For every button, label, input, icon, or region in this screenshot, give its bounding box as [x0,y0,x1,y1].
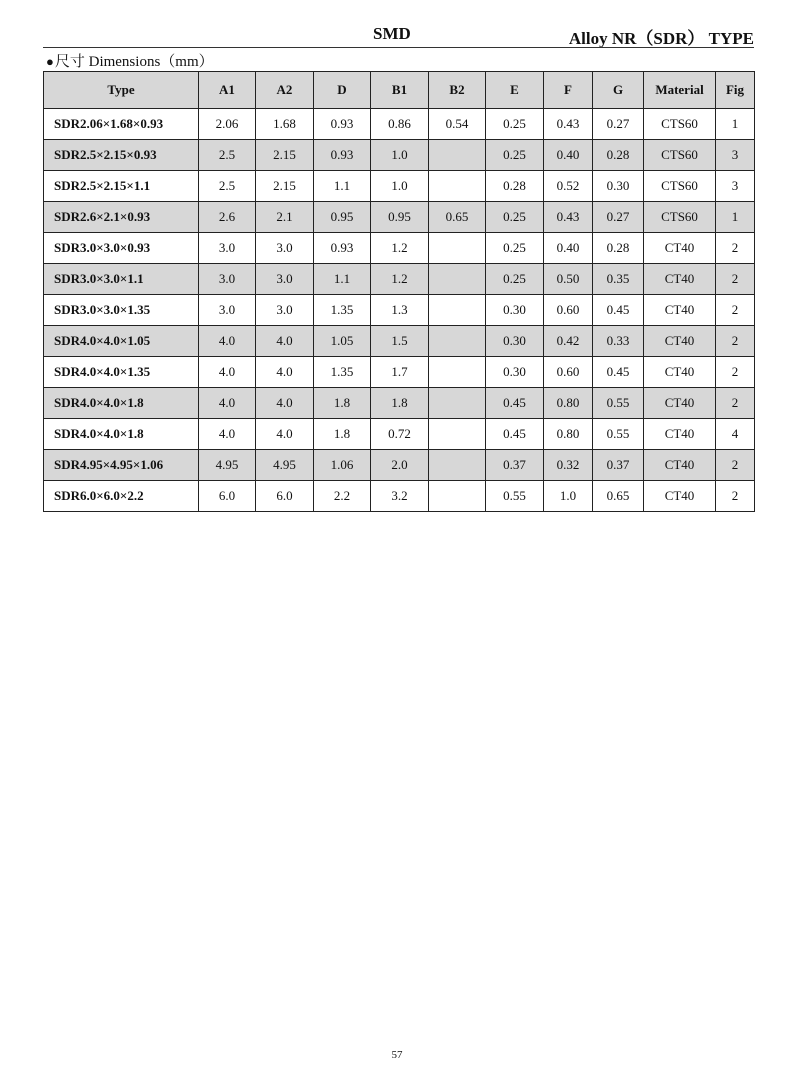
table-cell: 6.0 [199,481,256,512]
table-cell: CTS60 [644,171,716,202]
table-cell: 1 [716,202,755,233]
type-cell: SDR4.0×4.0×1.8 [44,419,199,450]
table-cell: 1.8 [314,419,371,450]
table-cell: 0.86 [371,109,429,140]
table-cell: 2.5 [199,140,256,171]
table-cell: 2 [716,388,755,419]
table-cell: 0.43 [544,109,593,140]
table-cell: 0.25 [486,264,544,295]
table-row [44,295,755,326]
column-header: A1 [199,72,256,109]
table-cell: CT40 [644,388,716,419]
table-cell [429,481,486,512]
dimensions-table [43,71,755,512]
table-cell: 0.42 [544,326,593,357]
table-cell: 0.30 [486,357,544,388]
table-cell: 0.30 [486,295,544,326]
table-cell: 2 [716,450,755,481]
column-header: B2 [429,72,486,109]
table-cell: 2 [716,357,755,388]
table-cell: 1.06 [314,450,371,481]
column-header: Material [644,72,716,109]
table-cell: 0.30 [593,171,644,202]
type-cell: SDR3.0×3.0×1.1 [44,264,199,295]
table-row [44,171,755,202]
type-cell: SDR3.0×3.0×0.93 [44,233,199,264]
table-cell: CT40 [644,419,716,450]
column-header: A2 [256,72,314,109]
table-row [44,264,755,295]
table-cell: 0.95 [314,202,371,233]
table-cell: 2 [716,326,755,357]
table-cell: 3 [716,140,755,171]
table-cell: 1.1 [314,264,371,295]
column-header: E [486,72,544,109]
table-cell: 0.33 [593,326,644,357]
table-cell: 0.45 [486,419,544,450]
type-cell: SDR2.5×2.15×1.1 [44,171,199,202]
table-cell: 2 [716,481,755,512]
page-header [43,22,754,46]
table-cell: 4.95 [256,450,314,481]
table-cell: 0.45 [593,295,644,326]
header-smd-label: SMD [373,24,411,43]
table-cell: 1.5 [371,326,429,357]
table-cell: 1.2 [371,264,429,295]
table-cell: 1 [716,109,755,140]
table-cell: 1.0 [544,481,593,512]
table-cell: 2 [716,233,755,264]
dimensions-heading-text: 尺寸 Dimensions（mm） [54,54,214,70]
column-header: Type [44,72,199,109]
table-cell: CT40 [644,481,716,512]
type-cell: SDR4.95×4.95×1.06 [44,450,199,481]
column-header: Fig [716,72,755,109]
table-cell [429,295,486,326]
table-cell: 2 [716,295,755,326]
table-cell: 0.45 [593,357,644,388]
table-cell [429,450,486,481]
table-cell: 1.3 [371,295,429,326]
table-cell: 0.25 [486,202,544,233]
table-row [44,233,755,264]
table-cell [429,264,486,295]
column-header: B1 [371,72,429,109]
table-cell: 0.60 [544,357,593,388]
table-cell: 0.65 [593,481,644,512]
table-cell: 2.0 [371,450,429,481]
table-row [44,109,755,140]
table-cell: 1.35 [314,295,371,326]
table-cell [429,419,486,450]
type-cell: SDR2.5×2.15×0.93 [44,140,199,171]
table-cell: 3.0 [199,264,256,295]
table-cell: 0.95 [371,202,429,233]
table-cell: 3 [716,171,755,202]
table-row [44,202,755,233]
table-cell: 0.55 [486,481,544,512]
table-cell: 0.55 [593,388,644,419]
table-cell: 0.25 [486,140,544,171]
table-cell: 4.0 [199,326,256,357]
table-cell: 1.8 [314,388,371,419]
header-divider [43,47,754,48]
type-cell: SDR4.0×4.0×1.05 [44,326,199,357]
column-header: F [544,72,593,109]
table-cell: 4.0 [199,419,256,450]
table-cell: CT40 [644,264,716,295]
table-cell: CTS60 [644,140,716,171]
table-cell: 0.27 [593,109,644,140]
column-header: G [593,72,644,109]
table-row [44,450,755,481]
table-cell: 0.25 [486,233,544,264]
table-cell: 1.35 [314,357,371,388]
table-cell: 2.15 [256,171,314,202]
table-cell: 2.06 [199,109,256,140]
table-cell: 0.50 [544,264,593,295]
table-cell: 0.37 [486,450,544,481]
table-cell: 0.80 [544,388,593,419]
table-cell: 2.1 [256,202,314,233]
table-cell: 0.43 [544,202,593,233]
table-cell [429,326,486,357]
table-cell: CTS60 [644,109,716,140]
table-cell: 0.72 [371,419,429,450]
table-cell: 2.15 [256,140,314,171]
table-cell: 3.0 [256,295,314,326]
table-cell: 0.28 [593,140,644,171]
table-cell: CTS60 [644,202,716,233]
table-cell: 0.80 [544,419,593,450]
table-cell: 4.0 [256,326,314,357]
page-number: 57 [391,1049,403,1061]
table-cell: 0.37 [593,450,644,481]
column-header: D [314,72,371,109]
table-cell: 2.2 [314,481,371,512]
table-row [44,357,755,388]
table-cell: 1.05 [314,326,371,357]
table-cell: 0.28 [486,171,544,202]
table-cell: 1.2 [371,233,429,264]
table-cell: 3.0 [199,233,256,264]
table-cell [429,357,486,388]
table-cell: 4.0 [199,388,256,419]
table-cell: 6.0 [256,481,314,512]
table-cell: 4.0 [256,357,314,388]
type-cell: SDR2.06×1.68×0.93 [44,109,199,140]
type-cell: SDR2.6×2.1×0.93 [44,202,199,233]
table-cell: 0.27 [593,202,644,233]
table-cell [429,233,486,264]
table-cell: 0.55 [593,419,644,450]
table-cell: 1.0 [371,140,429,171]
table-cell: 0.65 [429,202,486,233]
table-cell: 0.40 [544,140,593,171]
table-cell: 1.7 [371,357,429,388]
table-row [44,419,755,450]
table-cell: 0.30 [486,326,544,357]
table-cell: 1.8 [371,388,429,419]
table-cell: 0.93 [314,233,371,264]
table-cell: 4.0 [199,357,256,388]
table-cell: CT40 [644,326,716,357]
table-cell: 0.35 [593,264,644,295]
table-cell: 4.0 [256,419,314,450]
table-cell: 0.60 [544,295,593,326]
table-cell: 0.93 [314,109,371,140]
dimensions-heading [46,50,214,71]
table-cell: 2 [716,264,755,295]
table-cell: 0.52 [544,171,593,202]
table-cell: 1.68 [256,109,314,140]
table-cell [429,388,486,419]
table-cell: 0.40 [544,233,593,264]
table-cell: CT40 [644,295,716,326]
table-cell: 3.2 [371,481,429,512]
table-cell: 4.95 [199,450,256,481]
table-cell: CT40 [644,357,716,388]
type-cell: SDR4.0×4.0×1.35 [44,357,199,388]
type-cell: SDR3.0×3.0×1.35 [44,295,199,326]
table-cell: 1.0 [371,171,429,202]
table-cell: 3.0 [256,264,314,295]
table-cell [429,171,486,202]
table-row [44,481,755,512]
table-cell: 3.0 [256,233,314,264]
table-cell: 2.6 [199,202,256,233]
table-cell: 0.54 [429,109,486,140]
bullet-icon: ● [46,54,54,69]
table-cell: 0.93 [314,140,371,171]
table-row [44,140,755,171]
table-cell: 0.45 [486,388,544,419]
header-product-title: Alloy NR（SDR） TYPE [568,29,754,48]
table-cell: 2.5 [199,171,256,202]
table-cell: CT40 [644,233,716,264]
table-cell [429,140,486,171]
table-cell: 3.0 [199,295,256,326]
table-cell: 0.32 [544,450,593,481]
table-cell: CT40 [644,450,716,481]
table-cell: 4 [716,419,755,450]
table-cell: 1.1 [314,171,371,202]
table-cell: 4.0 [256,388,314,419]
table-cell: 0.28 [593,233,644,264]
type-cell: SDR4.0×4.0×1.8 [44,388,199,419]
type-cell: SDR6.0×6.0×2.2 [44,481,199,512]
table-body [44,109,755,512]
table-header-row [44,72,755,109]
table-cell: 0.25 [486,109,544,140]
table-row [44,388,755,419]
table-row [44,326,755,357]
